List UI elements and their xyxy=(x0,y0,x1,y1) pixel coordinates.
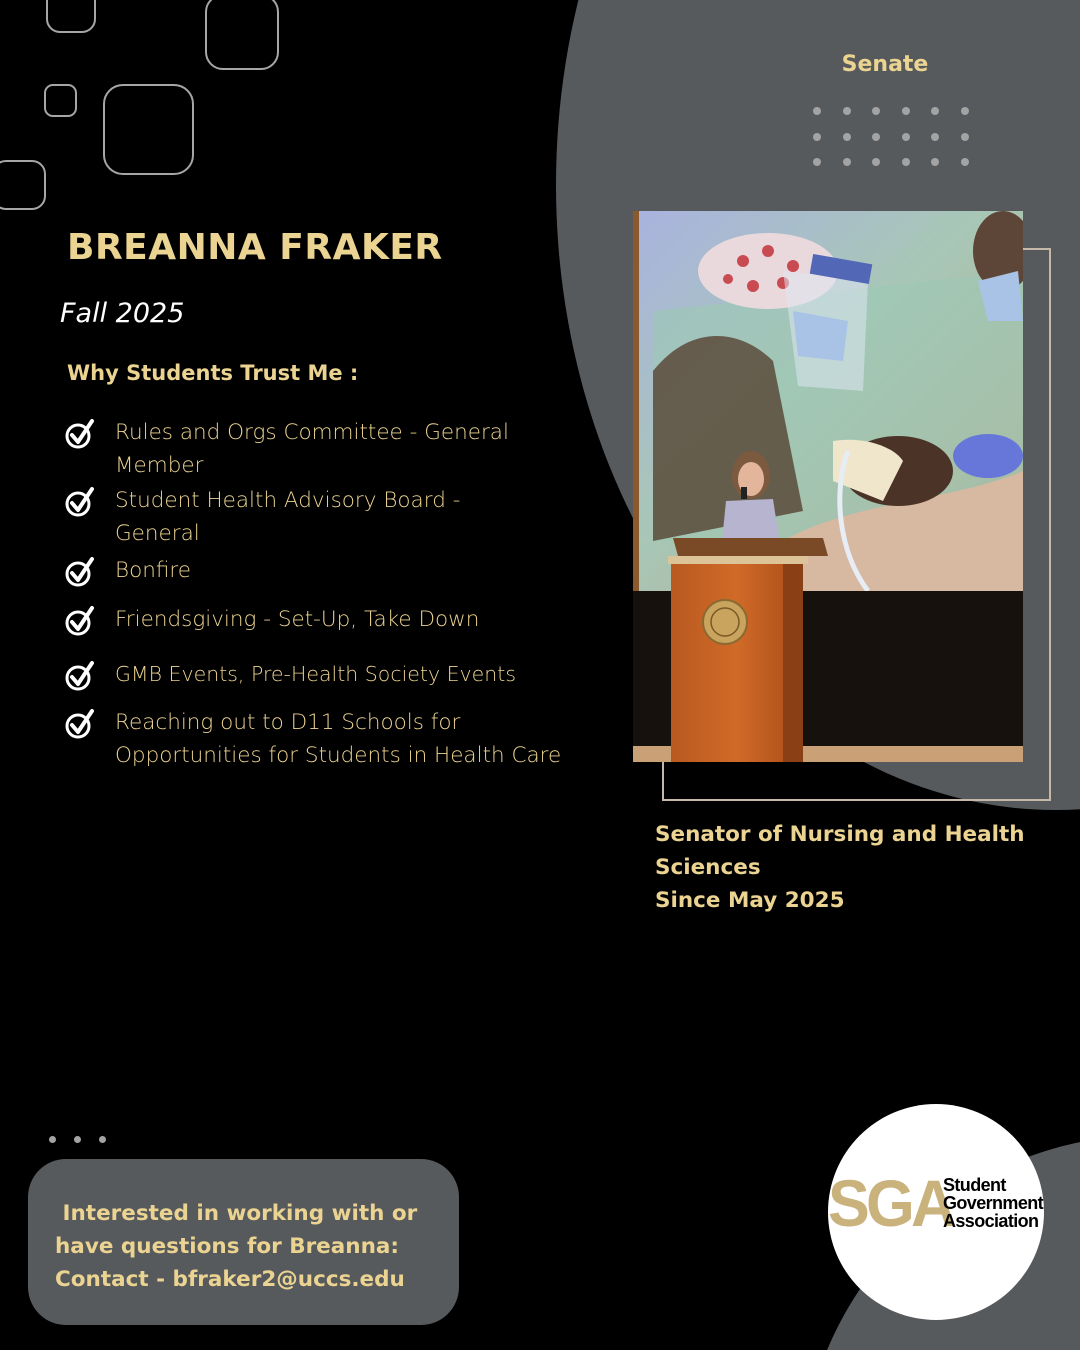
list-item xyxy=(64,554,604,588)
decorative-square xyxy=(0,160,46,210)
trust-item-text: Bonfire xyxy=(115,558,191,583)
role-since: Since May 2025 xyxy=(655,888,845,913)
trust-item-text: Friendsgiving - Set-Up, Take Down xyxy=(115,607,480,632)
trust-item-text: Rules and Orgs Committee - General Member xyxy=(115,420,509,478)
trust-item-text: GMB Events, Pre-Health Society Events xyxy=(115,662,517,686)
trust-item-text: Reaching out to D11 Schools for Opportunities for Students in Health Care xyxy=(115,710,562,768)
sga-wordmark: Student Government Association xyxy=(943,1175,1044,1231)
sga-acronym: SGA xyxy=(828,1166,953,1240)
contact-email[interactable]: Contact - bfraker2@uccs.edu xyxy=(55,1267,405,1292)
senator-role xyxy=(655,818,1055,917)
section-label: Senate xyxy=(841,52,929,77)
senator-photo xyxy=(633,211,1023,762)
contact-card xyxy=(28,1159,459,1325)
decorative-square xyxy=(103,84,194,175)
sga-logo xyxy=(828,1104,1044,1320)
check-circle-icon xyxy=(64,556,96,588)
trust-heading: Why Students Trust Me : xyxy=(67,361,359,385)
check-circle-icon xyxy=(64,660,96,692)
contact-line: Interested in working with or xyxy=(55,1201,418,1226)
decorative-square xyxy=(205,0,279,70)
list-item xyxy=(64,658,604,692)
decorative-dots xyxy=(49,1136,106,1143)
check-circle-icon xyxy=(64,605,96,637)
list-item xyxy=(64,484,604,550)
trust-item-text: Student Health Advisory Board - General xyxy=(115,488,461,546)
contact-line: have questions for Breanna: xyxy=(55,1234,399,1259)
check-circle-icon xyxy=(64,486,96,518)
senator-name: BREANNA FRAKER xyxy=(67,227,443,268)
decorative-square xyxy=(44,84,77,117)
role-line: Senator of Nursing and Health xyxy=(655,822,1025,847)
check-circle-icon xyxy=(64,708,96,740)
check-circle-icon xyxy=(64,418,96,450)
list-item xyxy=(64,603,604,637)
role-line: Sciences xyxy=(655,855,761,880)
decorative-square xyxy=(46,0,96,33)
list-item xyxy=(64,416,604,482)
photo-illustration xyxy=(633,211,1023,762)
decorative-dot-grid xyxy=(813,107,969,166)
term-label: Fall 2025 xyxy=(60,298,185,329)
list-item xyxy=(64,706,604,772)
